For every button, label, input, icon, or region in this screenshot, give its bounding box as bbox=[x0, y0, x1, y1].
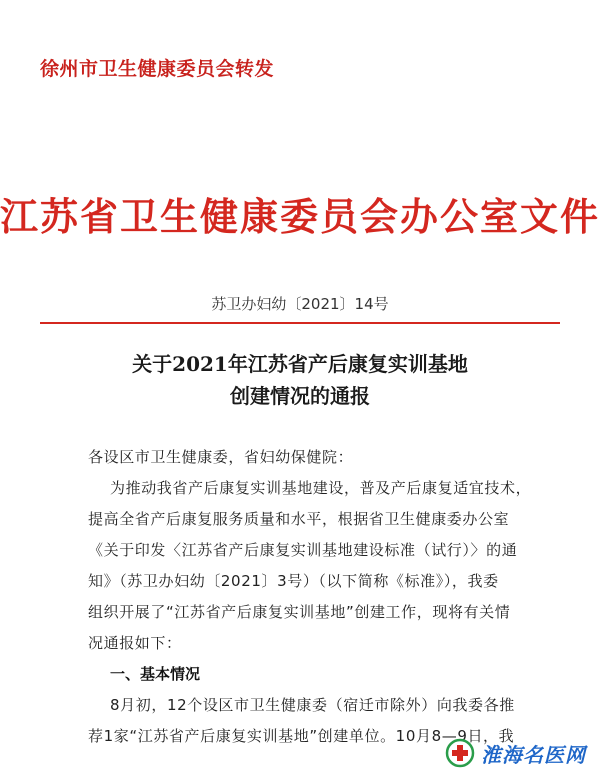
paragraph-1-line-3: 《关于印发〈江苏省产后康复实训基地建设标准（试行）〉的通 bbox=[88, 541, 518, 559]
paragraph-1-line-4: 知》（苏卫办妇幼〔2021〕3号）（以下简称《标准》），我委 bbox=[88, 572, 499, 590]
document-header: 江苏省卫生健康委员会办公室文件 bbox=[0, 194, 600, 239]
medical-cross-logo-icon bbox=[445, 738, 475, 768]
paragraph-2-line-2: 荐1家“江苏省产后康复实训基地”创建单位。10月8—9日，我 bbox=[88, 727, 515, 745]
header-divider bbox=[40, 322, 560, 324]
section-heading-basic-info: 一、基本情况 bbox=[110, 665, 201, 683]
paragraph-2-line-1: 8月初，12个设区市卫生健康委（宿迁市除外）向我委各推 bbox=[110, 696, 515, 714]
paragraph-1-line-1: 为推动我省产后康复实训基地建设，普及产后康复适宜技术， bbox=[110, 479, 532, 497]
watermark-text: 淮海名医网 bbox=[481, 742, 586, 767]
site-watermark bbox=[445, 738, 586, 768]
forwarding-note: 徐州市卫生健康委员会转发 bbox=[40, 58, 275, 80]
paragraph-1-line-6: 况通报如下： bbox=[88, 634, 182, 652]
document-title-line-2: 创建情况的通报 bbox=[230, 384, 370, 408]
paragraph-1-line-5: 组织开展了“江苏省产后康复实训基地”创建工作，现将有关情 bbox=[88, 603, 511, 621]
document-number: 苏卫办妇幼〔2021〕14号 bbox=[211, 295, 389, 313]
salutation: 各设区市卫生健康委，省妇幼保健院： bbox=[88, 448, 354, 466]
document-title-line-1: 关于2021年江苏省产后康复实训基地 bbox=[132, 352, 468, 376]
paragraph-1-line-2: 提高全省产后康复服务质量和水平，根据省卫生健康委办公室 bbox=[88, 510, 510, 528]
